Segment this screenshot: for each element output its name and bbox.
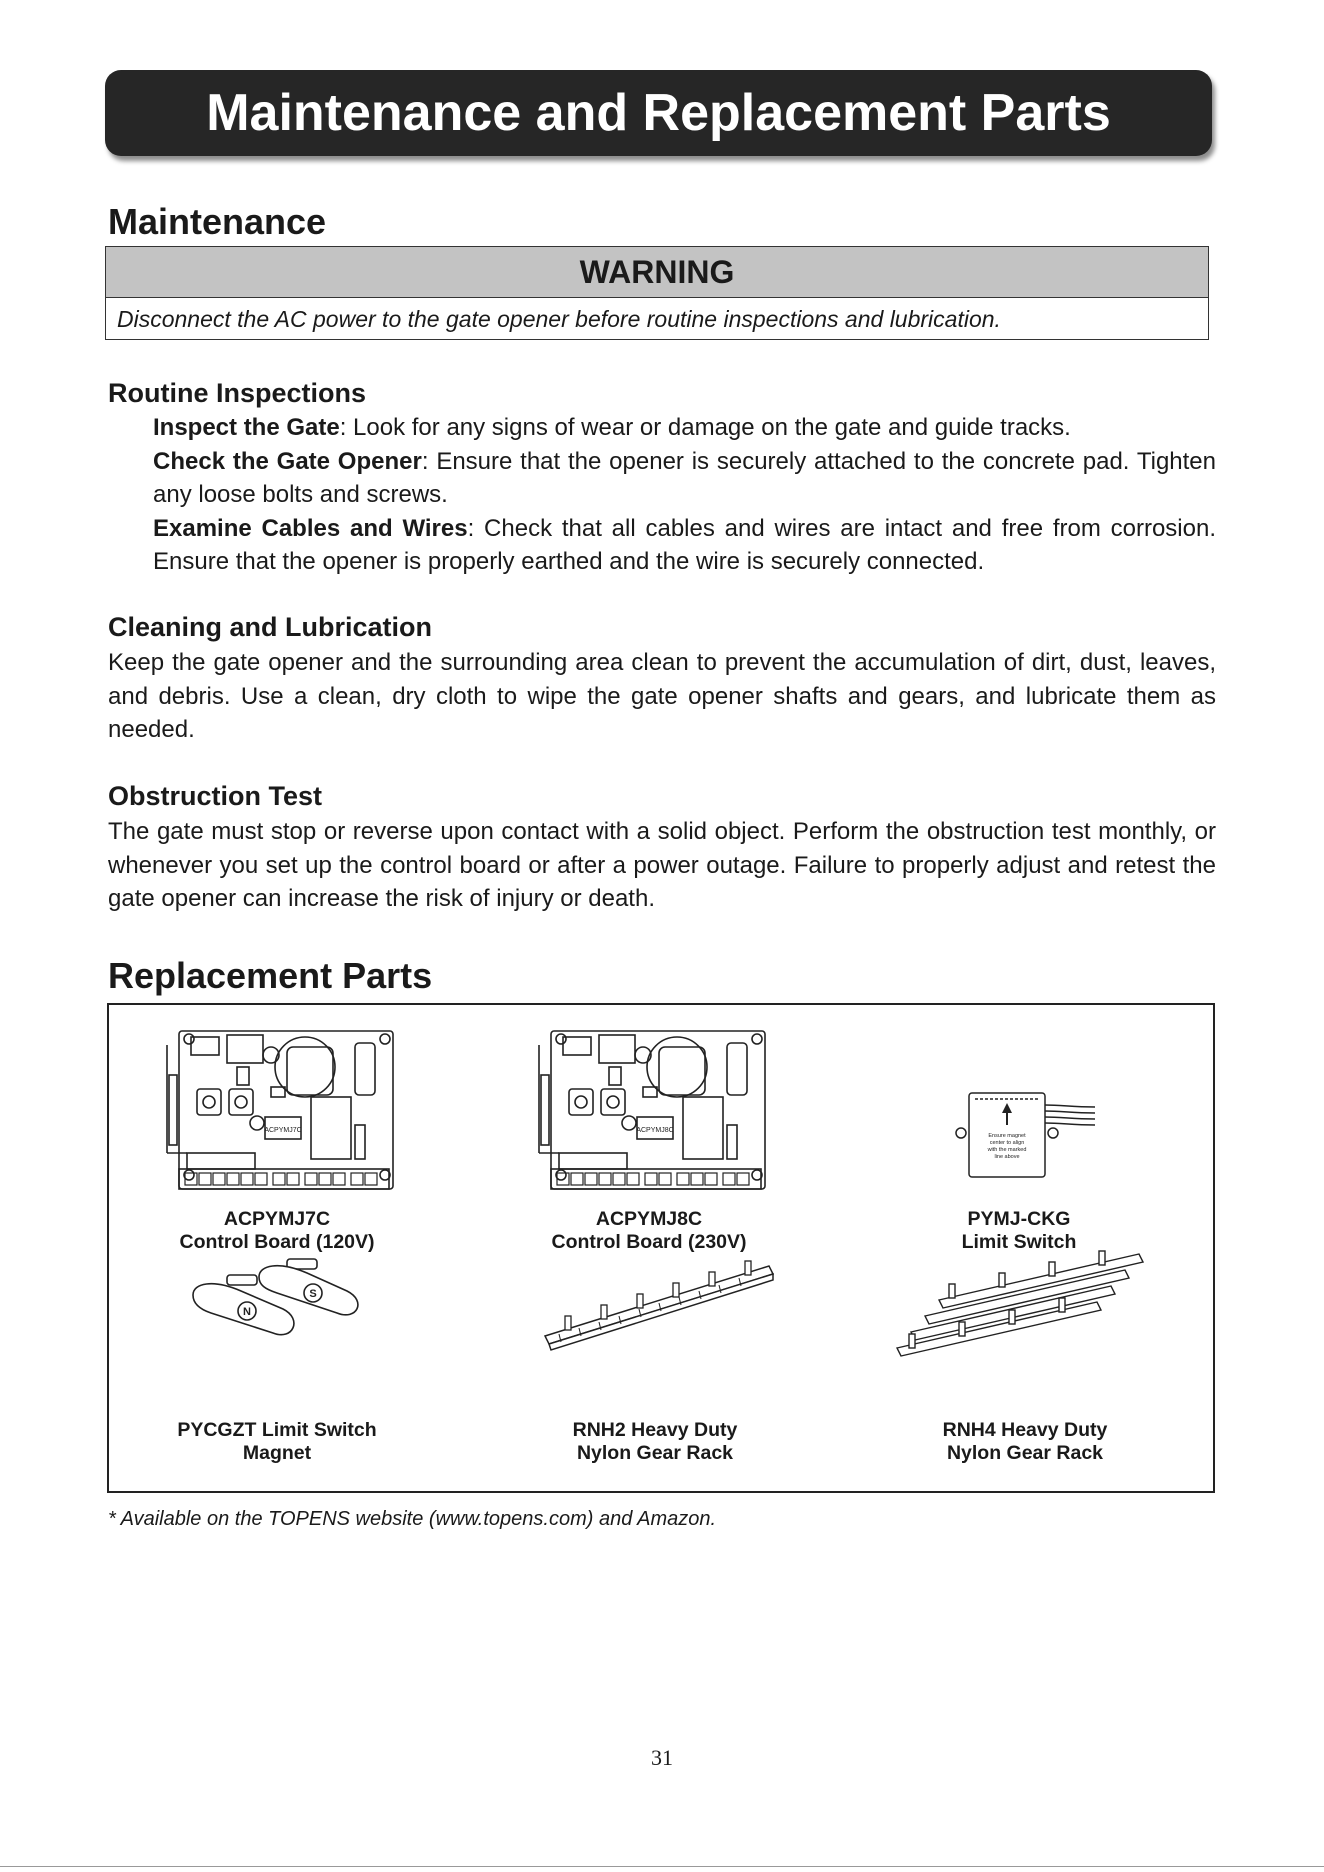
part-caption	[845, 1419, 1205, 1465]
routine-item	[153, 411, 1216, 445]
part-caption	[475, 1419, 835, 1465]
page-title-banner	[105, 70, 1212, 156]
limit-switch-text: center to align	[989, 1140, 1025, 1146]
replacement-parts-box	[107, 1003, 1215, 1493]
limit-switch-text: with the marked	[987, 1147, 1027, 1153]
routine-item	[153, 512, 1216, 579]
gear-rack-stack-icon	[889, 1240, 1149, 1370]
warning-box	[105, 246, 1209, 340]
part-description: Control Board (230V)	[551, 1231, 747, 1253]
replacement-parts-heading: Replacement Parts	[108, 955, 433, 996]
page-bottom-rule	[0, 1866, 1324, 1867]
part-description: Magnet	[242, 1442, 312, 1464]
routine-item-text: : Look for any signs of wear or damage on the gate and guide tracks.	[339, 414, 1071, 441]
warning-title: WARNING	[106, 247, 1208, 298]
routine-item-term: Inspect the Gate	[153, 414, 340, 441]
routine-item-term: Examine Cables and Wires	[153, 514, 468, 542]
part-code: RNH2 Heavy Duty	[572, 1419, 738, 1441]
part-caption	[97, 1419, 457, 1465]
page-number: 31	[651, 1745, 673, 1770]
limit-switch-icon	[947, 1085, 1097, 1185]
part-code: PYCGZT Limit Switch	[177, 1419, 377, 1441]
magnet-icon	[187, 1245, 387, 1355]
control-board-icon	[531, 1025, 771, 1200]
limit-switch-text: line above	[994, 1154, 1020, 1160]
routine-inspections-list	[153, 411, 1216, 579]
magnet-letter: S	[309, 1288, 317, 1300]
obstruction-text: The gate must stop or reverse upon contact with a solid object. Perform the obstruction test monthly, or whenever you set up the control board or after a power outage. Failure to properly adjust and retest the gate opener can increase the risk of injury or death.	[108, 818, 1216, 912]
routine-item	[153, 445, 1216, 512]
obstruction-heading: Obstruction Test	[108, 781, 323, 811]
part-description: Nylon Gear Rack	[576, 1442, 734, 1464]
routine-item-term: Check the Gate Opener	[153, 447, 422, 475]
part-code: ACPYMJ8C	[595, 1208, 703, 1230]
part-caption	[839, 1208, 1199, 1254]
gear-rack-icon	[539, 1250, 779, 1360]
routine-inspections-heading: Routine Inspections	[108, 378, 367, 408]
part-description: Limit Switch	[961, 1231, 1077, 1253]
page-title: Maintenance and Replacement Parts	[206, 84, 1111, 142]
part-caption	[97, 1208, 457, 1254]
routine-item-text: : Ensure that the opener is securely attached to the concrete pad. Tighten any loose bolts and screws.	[153, 447, 1216, 508]
part-description: Control Board (120V)	[179, 1231, 375, 1253]
magnet-letter: N	[243, 1306, 251, 1318]
control-board-icon	[159, 1025, 399, 1200]
part-description: Nylon Gear Rack	[946, 1442, 1104, 1464]
routine-item-text: : Check that all cables and wires are intact and free from corrosion. Ensure that the opener is properly earthed and the wire is securely connected.	[153, 514, 1216, 575]
part-code: RNH4 Heavy Duty	[942, 1419, 1108, 1441]
maintenance-heading: Maintenance	[108, 201, 327, 242]
board-label: ACPYMJ8C	[636, 1127, 674, 1134]
board-label: ACPYMJ7C	[264, 1127, 302, 1134]
limit-switch-text: Ensure magnet	[988, 1133, 1026, 1139]
part-caption	[469, 1208, 829, 1254]
part-code: ACPYMJ7C	[223, 1208, 331, 1230]
part-code: PYMJ-CKG	[967, 1208, 1071, 1230]
warning-text: Disconnect the AC power to the gate opener before routine inspections and lubrication.	[117, 306, 1001, 332]
footnote: * Available on the TOPENS website (www.topens.com) and Amazon.	[108, 1508, 717, 1530]
cleaning-heading: Cleaning and Lubrication	[108, 612, 433, 642]
cleaning-text: Keep the gate opener and the surrounding area clean to prevent the accumulation of dirt, dust, leaves, and debris. Use a clean, dry cloth to wipe the gate opener shafts and gears, and lubricate them as needed.	[108, 649, 1216, 743]
